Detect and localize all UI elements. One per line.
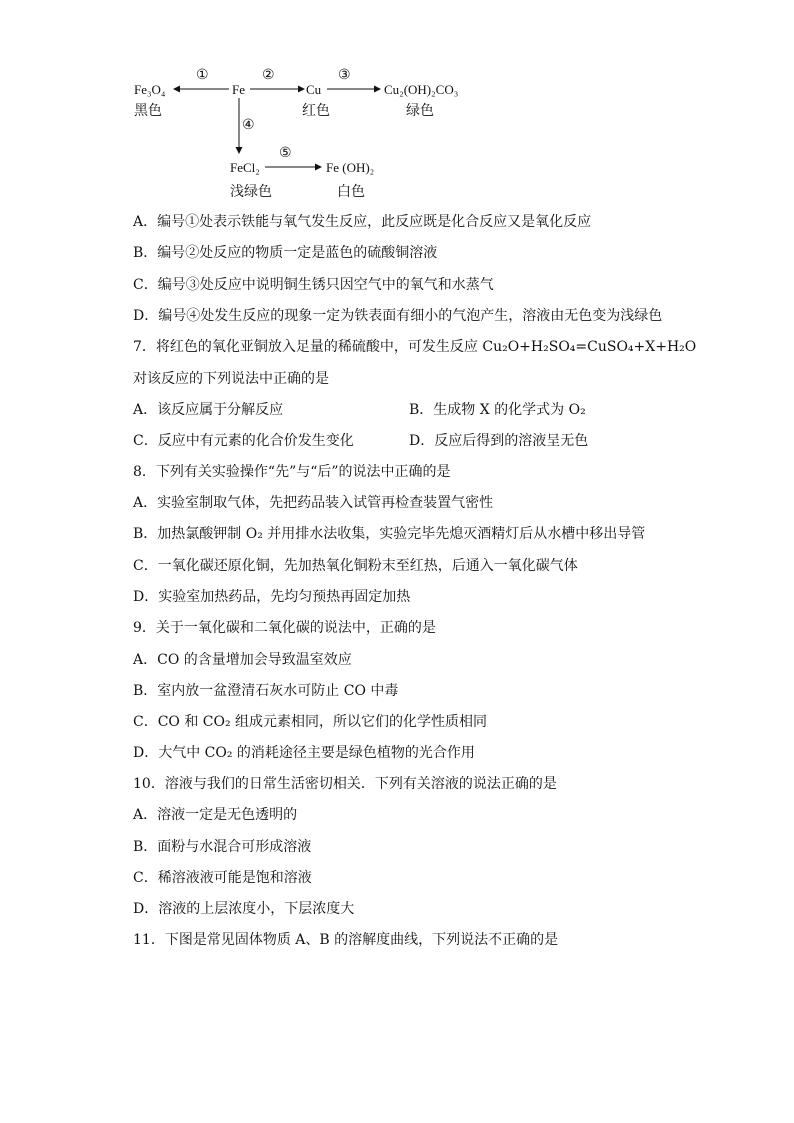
q10-option-c: C．稀溶液液可能是饱和溶液 [133, 870, 312, 886]
fecl2-color-label: 浅绿色 [230, 184, 272, 200]
q9-option-b: B．室内放一盆澄清石灰水可防止 CO 中毒 [133, 683, 399, 699]
cu2oh2co3-label: Cu₂(OH)₂CO₃ [384, 82, 459, 97]
fecl2-label: FeCl₂ [230, 160, 260, 175]
q9-option-c: C．CO 和 CO₂ 组成元素相同，所以它们的化学性质相同 [133, 714, 488, 730]
q9-stem: 9．关于一氧化碳和二氧化碳的说法中，正确的是 [133, 620, 436, 636]
q10-option-d: D．溶液的上层浓度小，下层浓度大 [133, 901, 355, 917]
arrow-5 [265, 160, 322, 174]
q6-option-d: D．编号④处发生反应的现象一定为铁表面有细小的气泡产生，溶液由无色变为浅绿色 [133, 308, 663, 324]
q8-option-b: B．加热氯酸钾制 O₂ 并用排水法收集，实验完毕先熄灭酒精灯后从水槽中移出导管 [133, 526, 646, 542]
q7-option-d: D．反应后得到的溶液呈无色 [409, 433, 589, 449]
q6-option-c: C．编号③处反应中说明铜生锈只因空气中的氧气和水蒸气 [133, 277, 494, 293]
q8-stem: 8．下列有关实验操作“先”与“后”的说法中正确的是 [133, 464, 451, 480]
q7-stem-cont: 对该反应的下列说法中正确的是 [133, 371, 329, 387]
q10-stem: 10．溶液与我们的日常生活密切相关．下列有关溶液的说法正确的是 [133, 776, 557, 792]
q7-stem: 7．将红色的氧化亚铜放入足量的稀硫酸中，可发生反应 Cu₂O+H₂SO₄=CuSO₄+X+H₂O [133, 339, 697, 355]
step-3-label: ③ [338, 67, 351, 83]
fe3o4-label: Fe₃O₄ [134, 82, 166, 97]
q11-stem: 11．下图是常见固体物质 A、B 的溶解度曲线，下列说法不正确的是 [133, 932, 559, 948]
fe3o4-color-label: 黑色 [134, 103, 162, 119]
step-5-label: ⑤ [279, 145, 292, 161]
arrow-2 [250, 82, 305, 96]
arrow-1 [173, 82, 233, 96]
cu2oh2co3-color-label: 绿色 [406, 103, 434, 119]
q9-option-a: A．CO 的含量增加会导致温室效应 [133, 652, 352, 668]
q9-option-d: D．大气中 CO₂ 的消耗途径主要是绿色植物的光合作用 [133, 745, 475, 761]
q10-option-a: A．溶液一定是无色透明的 [133, 807, 298, 823]
cu-color-label: 红色 [302, 103, 330, 119]
q8-option-c: C．一氧化碳还原化铜，先加热氧化铜粉末至红热，后通入一氧化碳气体 [133, 558, 578, 574]
q8-option-a: A．实验室制取气体，先把药品装入试管再检查装置气密性 [133, 495, 494, 511]
q7-option-a: A．该反应属于分解反应 [133, 402, 284, 418]
q7-option-b: B．生成物 X 的化学式为 O₂ [409, 402, 586, 418]
q6-option-b: B．编号②处反应的物质一定是蓝色的硫酸铜溶液 [133, 245, 438, 261]
fe-label: Fe [232, 82, 245, 97]
q10-option-b: B．面粉与水混合可形成溶液 [133, 839, 312, 855]
cu-label: Cu [306, 82, 322, 97]
feoh2-label: Fe (OH)₂ [326, 160, 375, 175]
q8-option-d: D．实验室加热药品，先均匀预热再固定加热 [133, 589, 411, 605]
feoh2-color-label: 白色 [337, 184, 365, 200]
step-2-label: ② [262, 67, 275, 83]
q7-option-c: C．反应中有元素的化合价发生变化 [133, 433, 354, 449]
q6-option-a: A．编号①处表示铁能与氧气发生反应，此反应既是化合反应又是氧化反应 [133, 214, 592, 230]
step-4-label: ④ [242, 117, 255, 133]
arrow-3 [327, 82, 381, 96]
step-1-label: ① [196, 67, 209, 83]
